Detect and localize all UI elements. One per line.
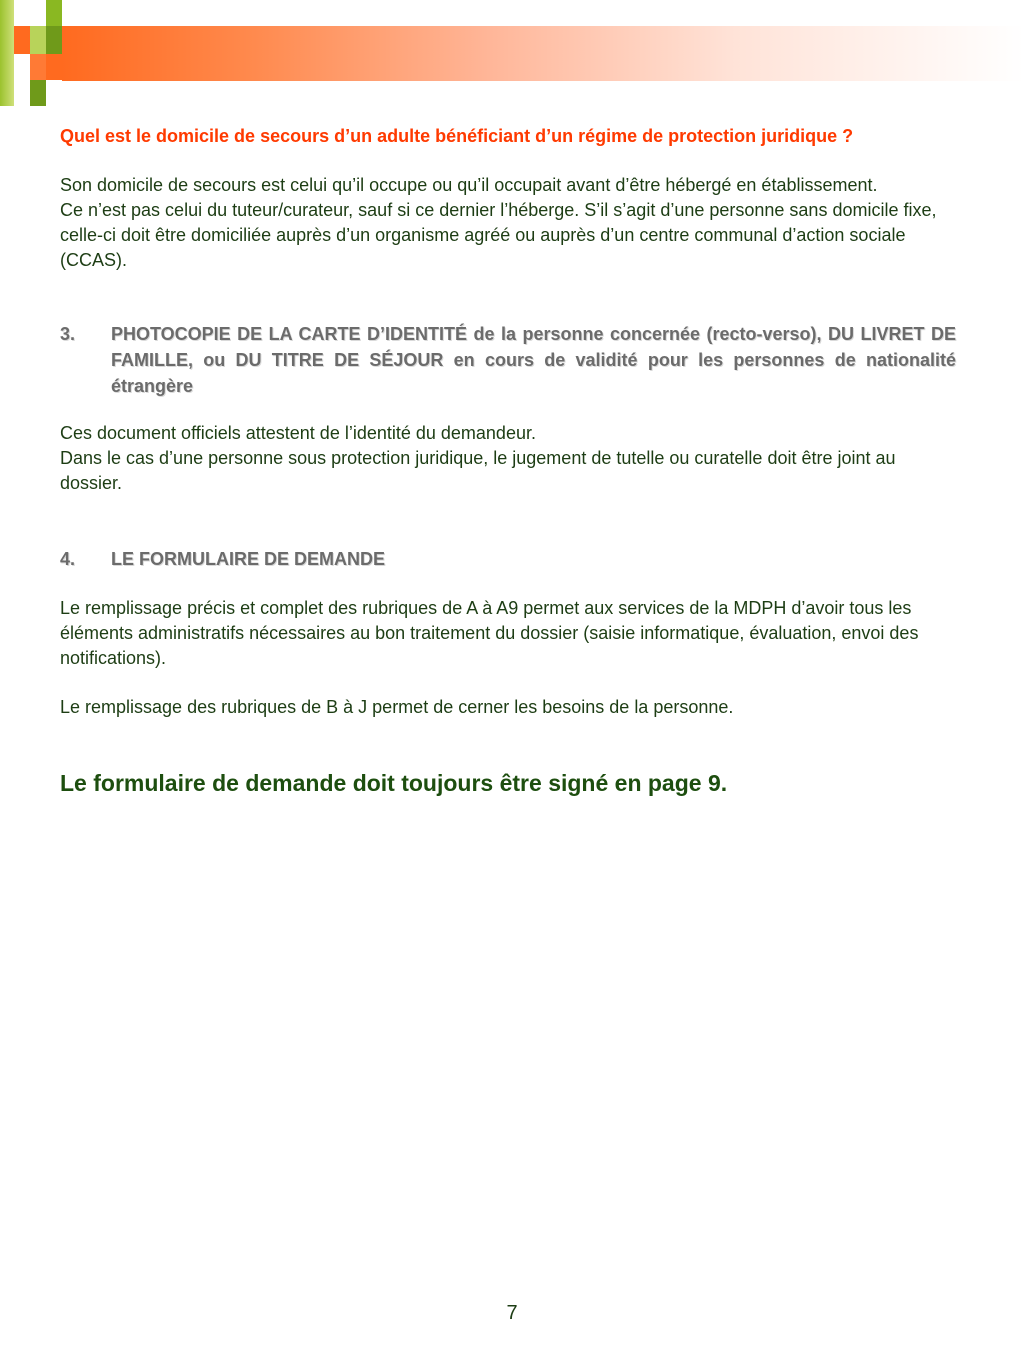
header-square-orange xyxy=(46,54,62,80)
header-square-orange xyxy=(14,26,30,54)
header-square-green xyxy=(46,0,62,26)
header-square-green xyxy=(30,26,46,54)
section-4-title: LE FORMULAIRE DE DEMANDE xyxy=(111,549,385,569)
section-3-paragraph-1: Ces document officiels attestent de l’identité du demandeur. xyxy=(60,423,536,443)
header-square-orange xyxy=(30,54,46,80)
page-number: 7 xyxy=(506,1302,518,1324)
question-heading: Quel est le domicile de secours d’un adulte bénéficiant d’un régime de protection juridique ? xyxy=(60,126,854,146)
header-gradient-band xyxy=(62,26,1024,81)
answer-paragraph-2: Ce n’est pas celui du tuteur/curateur, sauf si ce dernier l’héberge. S’il s’agit d’une personne sans domicile fixe, celle-ci doit être domiciliée auprès d’un organisme agréé ou auprès d’un centre communal d’action sociale (CCAS). xyxy=(60,200,937,270)
answer-paragraph-1: Son domicile de secours est celui qu’il occupe ou qu’il occupait avant d’être hébergé en établissement. xyxy=(60,175,878,195)
header-square-green xyxy=(0,0,14,106)
section-3-number: 3. xyxy=(60,324,76,344)
header-square-green xyxy=(30,80,46,106)
section-4-paragraph-1: Le remplissage précis et complet des rubriques de A à A9 permet aux services de la MDPH d’avoir tous les éléments administratifs nécessaires au bon traitement du dossier (saisie informatique, évaluation, envoi des notifications). xyxy=(60,598,919,668)
section-4-number: 4. xyxy=(60,549,76,569)
section-3-heading xyxy=(60,321,956,399)
conclusion-statement: Le formulaire de demande doit toujours être signé en page 9. xyxy=(60,770,728,796)
page-content xyxy=(60,123,956,798)
header-square-green xyxy=(46,26,62,54)
section-4-heading xyxy=(60,546,956,572)
section-3-paragraph-2: Dans le cas d’une personne sous protection juridique, le jugement de tutelle ou curatelle doit être joint au dossier. xyxy=(60,448,896,493)
section-3-title: PHOTOCOPIE DE LA CARTE D’IDENTITÉ de la personne concernée (recto-verso), DU LIVRET DE FAMILLE, ou DU TITRE DE SÉJOUR en cours de validité pour les personnes de nationalité étrangère xyxy=(111,324,956,396)
section-4-paragraph-2: Le remplissage des rubriques de B à J permet de cerner les besoins de la personne. xyxy=(60,697,734,717)
